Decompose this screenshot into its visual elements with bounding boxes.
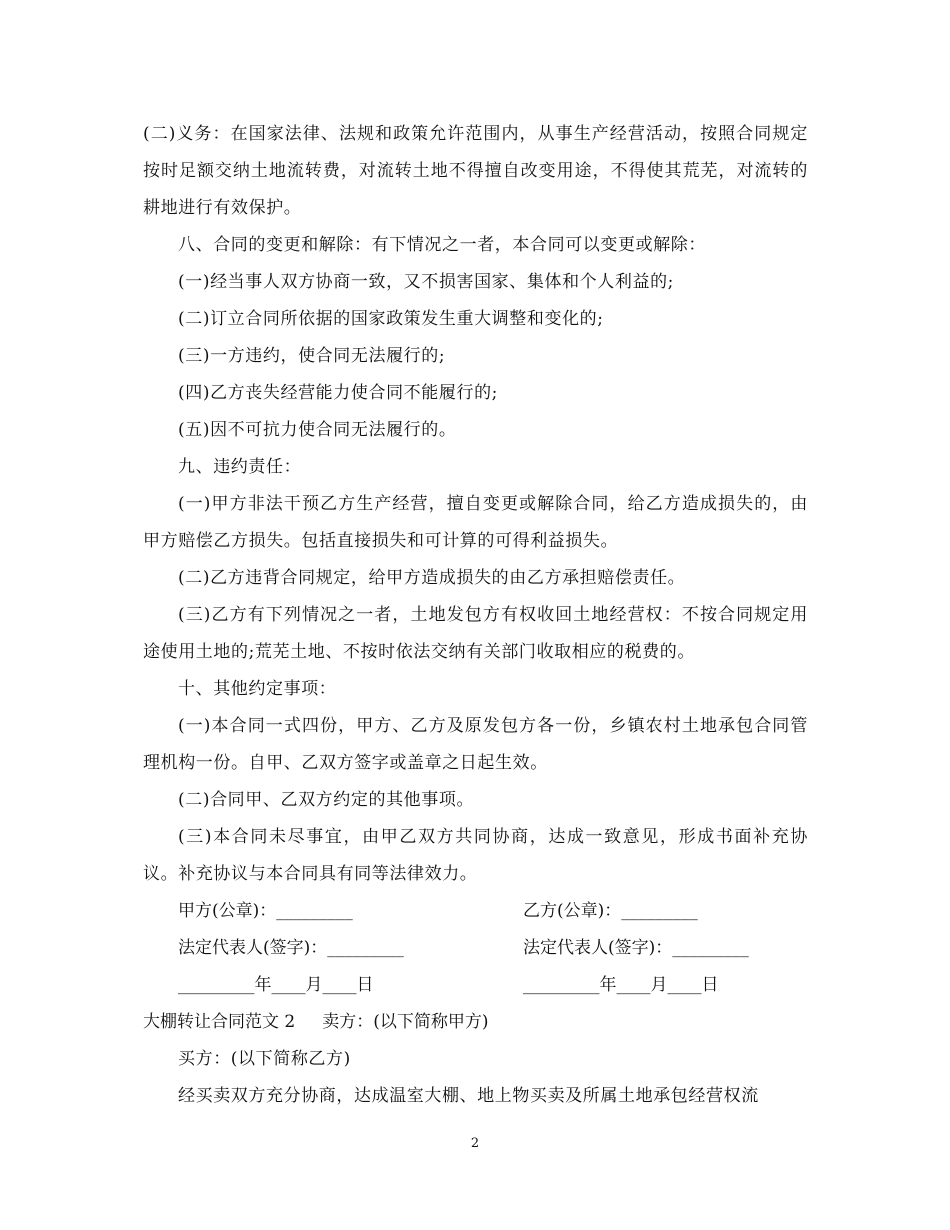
second-contract-buyer: 买方：(以下简称乙方) [178,1049,351,1069]
party-a-seal: 甲方(公章)：_________ [178,901,353,921]
paragraph-section-8: 八、合同的变更和解除：有下情况之一者，本合同可以变更或解除： [178,235,706,255]
paragraph-8-3: (三)一方违约，使合同无法履行的; [178,346,446,366]
paragraph-9-2: (二)乙方违背合同规定，给甲方造成损失的由乙方承担赔偿责任。 [178,568,686,588]
party-a-representative: 法定代表人(签字)：_________ [178,938,404,958]
paragraph-section-9: 九、违约责任： [178,457,302,477]
document-body [143,116,808,1115]
paragraph-8-5: (五)因不可抗力使合同无法履行的。 [178,420,457,440]
page-number: 2 [470,1136,480,1151]
paragraph-9-3: (三)乙方有下列情况之一者，土地发包方有权收回土地经营权：不按合同规定用途使用土地的;荒芜土地、不按时依法交纳有关部门收取相应的税费的。 [143,605,808,662]
paragraph-10-1: (一)本合同一式四份，甲方、乙方及原发包方各一份，乡镇农村土地承包合同管理机构一份。自甲、乙双方签字或盖章之日起生效。 [143,716,808,773]
paragraph-9-1: (一)甲方非法干预乙方生产经营，擅自变更或解除合同，给乙方造成损失的，由甲方赔偿乙方损失。包括直接损失和可计算的可得利益损失。 [143,494,808,551]
party-a-date: _________年____月____日 [178,975,374,995]
second-contract-title: 大棚转让合同范文 2 卖方：(以下简称甲方) [143,1012,489,1032]
signature-row-representative [143,930,808,967]
paragraph-10-2: (二)合同甲、乙双方约定的其他事项。 [178,790,475,810]
paragraph-obligations: (二)义务：在国家法律、法规和政策允许范围内，从事生产经营活动，按照合同规定按时足额交纳土地流转费，对流转土地不得擅自改变用途，不得使其荒芜，对流转的耕地进行有效保护。 [143,124,808,218]
signature-row-date [143,967,808,1004]
party-b-seal: 乙方(公章)：_________ [523,901,698,921]
paragraph-8-4: (四)乙方丧失经营能力使合同不能履行的; [178,383,498,403]
second-contract-intro: 经买卖双方充分协商，达成温室大棚、地上物买卖及所属土地承包经营权流 [178,1086,759,1106]
paragraph-section-10: 十、其他约定事项： [178,679,337,699]
paragraph-8-1: (一)经当事人双方协商一致，又不损害国家、集体和个人利益的; [178,272,674,292]
party-b-date: _________年____月____日 [523,975,719,995]
signature-row-seal [143,893,808,930]
party-b-representative: 法定代表人(签字)：_________ [523,938,749,958]
paragraph-8-2: (二)订立合同所依据的国家政策发生重大调整和变化的; [178,309,604,329]
paragraph-10-3: (三)本合同未尽事宜，由甲乙双方共同协商，达成一致意见，形成书面补充协议。补充协议与本合同具有同等法律效力。 [143,827,808,884]
